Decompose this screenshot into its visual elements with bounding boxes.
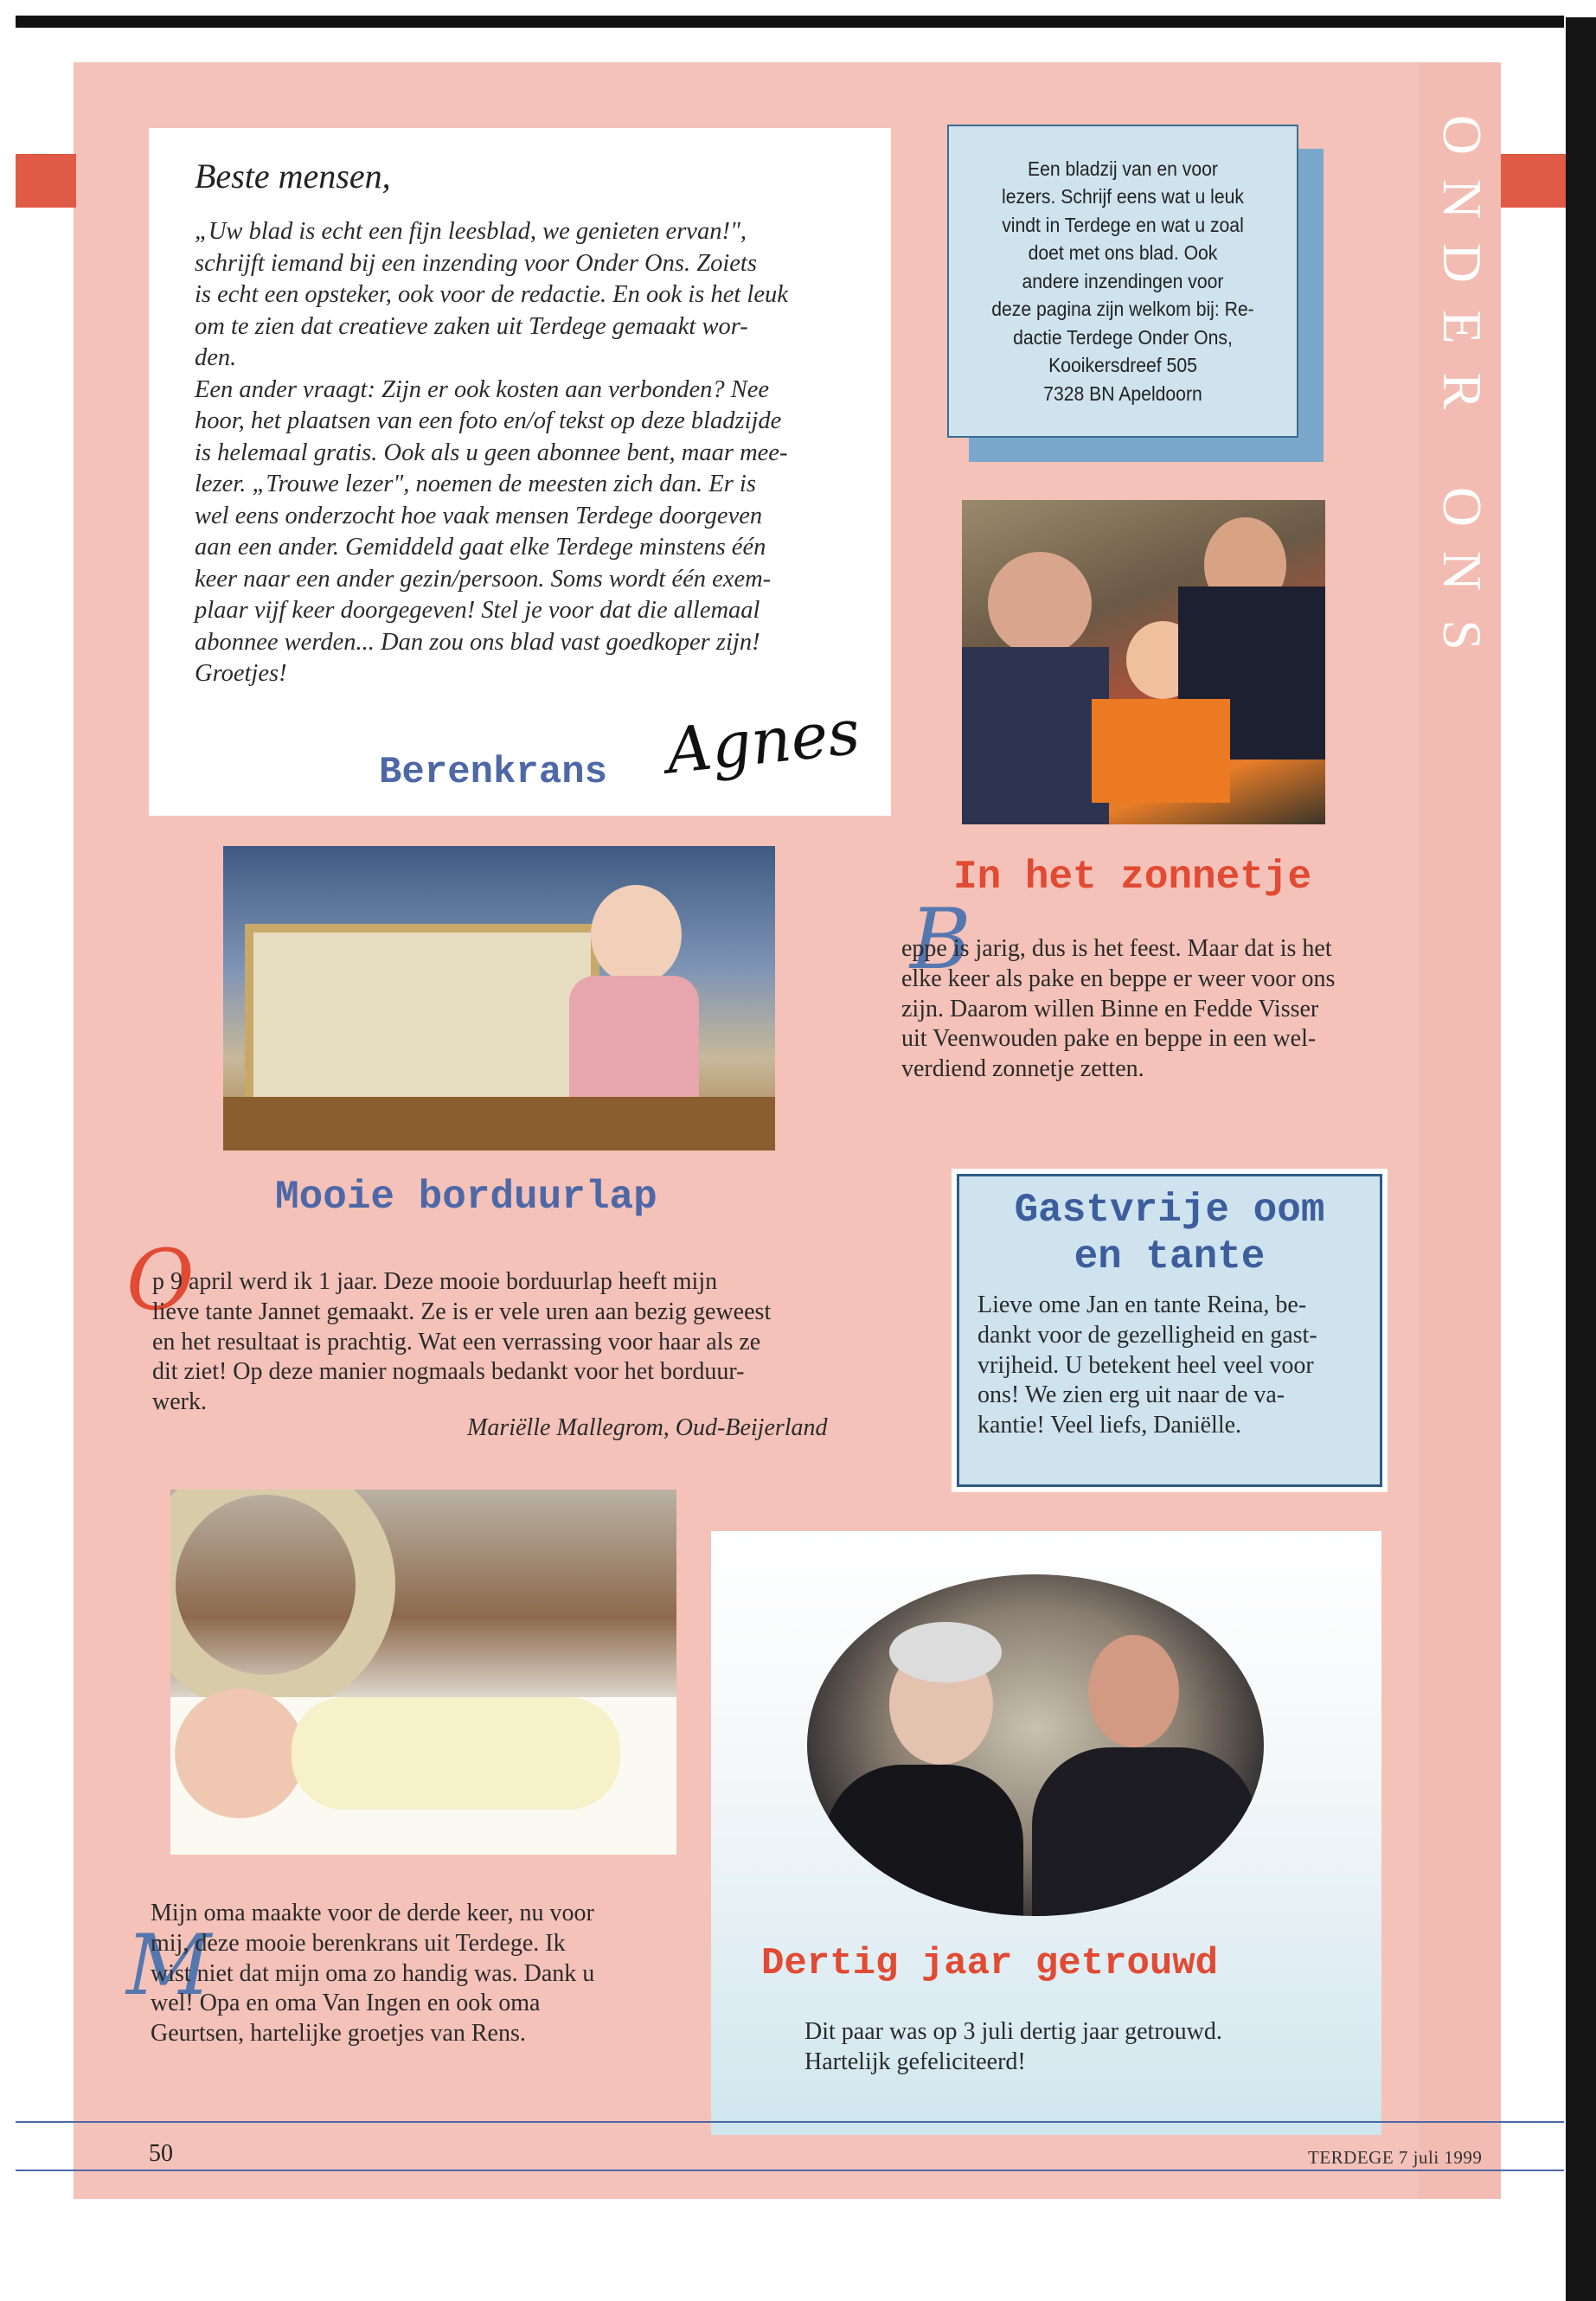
borduurlap-dropcap: O	[126, 1232, 195, 1329]
family-photo	[962, 500, 1325, 824]
borduurlap-photo	[223, 846, 775, 1150]
dertig-jaar-heading: Dertig jaar getrouwd	[761, 1942, 1219, 1985]
borduurlap-heading: Mooie borduurlap	[275, 1175, 657, 1220]
zonnetje-line: elke keer als pake en beppe er weer voor ons	[901, 965, 1336, 992]
letter-line: Groetjes!	[195, 660, 287, 687]
section-label-letter	[1434, 420, 1486, 480]
berenkrans-line: mij, deze mooie berenkrans uit Terdege. Ik	[151, 1929, 566, 1957]
info-line: Een bladzij van en voor	[1028, 157, 1218, 180]
right-edge-bar	[1566, 17, 1596, 2301]
magazine-issue: TERDEGE 7 juli 1999	[1308, 2147, 1483, 2168]
gastvrije-line: Lieve ome Jan en tante Reina, be-	[977, 1292, 1307, 1318]
info-box	[947, 125, 1298, 438]
berenkrans-photo	[170, 1490, 676, 1855]
info-line: doet met ons blad. Ook	[1028, 241, 1218, 265]
section-label-letter: E	[1431, 310, 1493, 346]
letter-line: hoor, het plaatsen van een foto en/of tekst op deze bladzijde	[195, 407, 782, 434]
section-label-letter: S	[1431, 619, 1493, 652]
borduurlap-text	[152, 1267, 771, 1418]
info-line: vindt in Terdege en wat u zoal	[1002, 213, 1244, 236]
info-line: 7328 BN Apeldoorn	[1043, 381, 1202, 405]
gastvrije-heading-line: Gastvrije oom	[1014, 1188, 1325, 1233]
borduurlap-signature: Mariëlle Mallegrom, Oud-Beijerland	[467, 1414, 828, 1441]
letter-line: wel eens onderzocht hoe vaak mensen Terdege doorgeven	[195, 502, 763, 529]
page-number: 50	[149, 2140, 173, 2167]
top-rule	[16, 16, 1564, 28]
borduurlap-line: p 9 april werd ik 1 jaar. Deze mooie borduurlap heeft mijn	[152, 1268, 718, 1295]
letter-line: plaar vijf keer doorgegeven! Stel je voor dat die allemaal	[195, 597, 760, 624]
berenkrans-line: Geurtsen, hartelijke groetjes van Rens.	[151, 2020, 526, 2048]
letter-body	[195, 216, 861, 690]
info-line: andere inzendingen voor	[1022, 269, 1224, 292]
letter-line: is echt een opsteker, ook voor de redactie. En ook is het leuk	[195, 281, 788, 308]
zonnetje-dropcap: B	[910, 891, 971, 988]
gastvrije-line: kantie! Veel liefs, Daniëlle.	[977, 1412, 1242, 1439]
berenkrans-line: wist niet dat mijn oma zo handig was. Dank u	[151, 1959, 595, 1987]
borduurlap-line: lieve tante Jannet gemaakt. Ze is er vele uren aan bezig geweest	[152, 1298, 772, 1325]
berenkrans-text	[151, 1899, 594, 2049]
info-line: lezers. Schrijf eens wat u leuk	[1002, 185, 1244, 208]
gastvrije-heading-line: en tante	[1074, 1234, 1266, 1279]
borduurlap-line: werk.	[152, 1388, 207, 1416]
zonnetje-heading: In het zonnetje	[953, 855, 1312, 900]
gastvrije-text	[977, 1291, 1317, 1441]
letter-title: Beste mensen,	[195, 157, 391, 195]
dertig-jaar-line: Dit paar was op 3 juli dertig jaar getrouwd.	[804, 2018, 1222, 2045]
info-line: dactie Terdege Onder Ons,	[1013, 325, 1233, 349]
gastvrije-line: vrijheid. U betekent heel veel voor	[977, 1351, 1314, 1379]
letter-line: aan een ander. Gemiddeld gaat elke Terdege minstens één	[195, 534, 766, 561]
zonnetje-line: zijn. Daarom willen Binne en Fedde Visser	[901, 995, 1319, 1022]
section-label-letter: O	[1431, 486, 1493, 529]
zonnetje-text	[901, 934, 1335, 1085]
info-line: deze pagina zijn welkom bij: Re-	[991, 298, 1254, 321]
borduurlap-line: en het resultaat is prachtig. Wat een verrassing voor haar als ze	[152, 1328, 761, 1356]
zonnetje-line: uit Veenwouden pake en beppe in een wel-	[901, 1025, 1317, 1053]
berenkrans-heading: Berenkrans	[379, 751, 608, 794]
gastvrije-line: ons! We zien erg uit naar de va-	[977, 1381, 1285, 1409]
dertig-jaar-photo	[807, 1574, 1264, 1916]
editor-signature: Agnes	[663, 695, 863, 788]
gastvrije-heading	[957, 1187, 1382, 1280]
zonnetje-line: eppe is jarig, dus is het feest. Maar dat is het	[901, 935, 1332, 962]
letter-line: schrijft iemand bij een inzending voor Onder Ons. Zoiets	[195, 249, 757, 277]
section-tab-left	[16, 154, 76, 208]
gastvrije-line: dankt voor de gezelligheid en gast-	[977, 1321, 1317, 1349]
dertig-jaar-text	[804, 2017, 1222, 2078]
info-text	[976, 155, 1270, 408]
letter-line: Een ander vraagt: Zijn er ook kosten aan verbonden? Nee	[195, 375, 770, 403]
letter-line: den.	[195, 344, 237, 371]
letter-line: lezer. „Trouwe lezer", noemen de meesten zich dan. Er is	[195, 471, 756, 497]
letter-line: om te zien dat creatieve zaken uit Terdege gemaakt wor-	[195, 312, 748, 340]
section-label-letter: D	[1431, 242, 1493, 285]
zonnetje-line: verdiend zonnetje zetten.	[901, 1055, 1144, 1083]
section-label-letter: R	[1431, 372, 1493, 412]
info-line: Kooikersdreef 505	[1048, 354, 1197, 377]
section-tab-right	[1501, 154, 1566, 208]
footer-rule-lower	[16, 2170, 1564, 2171]
berenkrans-dropcap: M	[126, 1917, 212, 2014]
berenkrans-line: wel! Opa en oma Van Ingen en ook oma	[151, 1990, 541, 2017]
borduurlap-line: dit ziet! Op deze manier nogmaals bedankt voor het borduur-	[152, 1358, 745, 1386]
section-label-vertical	[1419, 104, 1501, 727]
berenkrans-line: Mijn oma maakte voor de derde keer, nu voor	[151, 1900, 594, 1926]
section-label-letter: N	[1431, 550, 1493, 593]
dertig-jaar-line: Hartelijk gefeliciteerd!	[804, 2048, 1026, 2075]
section-label-letter: O	[1431, 114, 1493, 157]
letter-line: abonnee werden... Dan zou ons blad vast goedkoper zijn!	[195, 628, 760, 656]
letter-line: keer naar een ander gezin/persoon. Soms wordt één exem-	[195, 565, 772, 593]
section-label-letter: N	[1431, 178, 1493, 221]
footer-rule-upper	[16, 2121, 1564, 2123]
letter-line: „Uw blad is echt een fijn leesblad, we genieten ervan!",	[195, 218, 747, 245]
letter-line: is helemaal gratis. Ook als u geen abonnee bent, maar mee-	[195, 439, 788, 466]
